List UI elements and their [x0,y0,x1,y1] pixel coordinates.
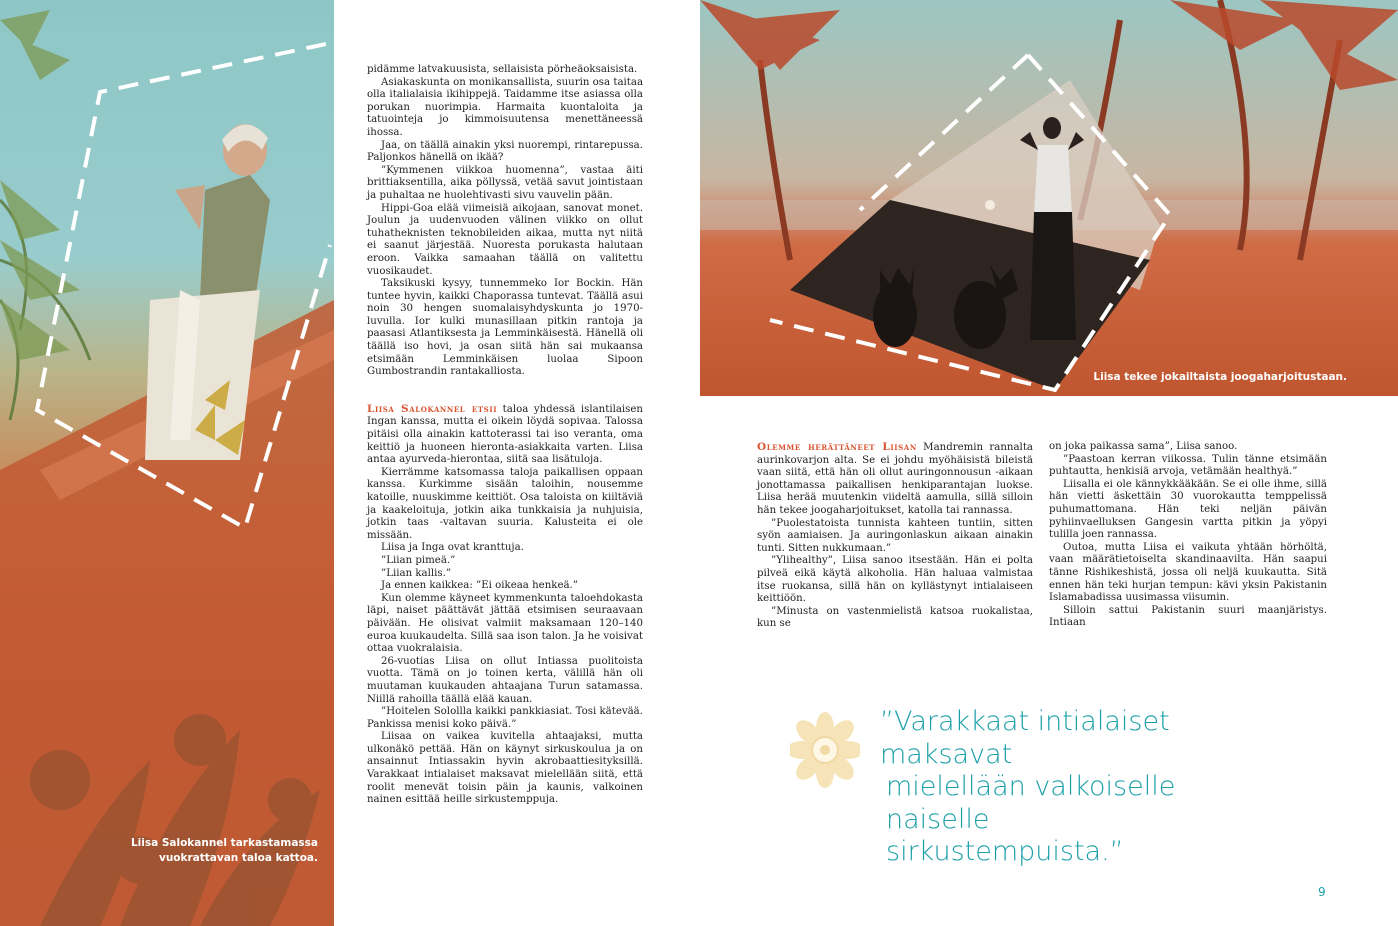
article-column-1 [367,64,643,807]
col1-paragraph: ”Liian pimeä.” [381,554,456,566]
col1-section-start [367,403,643,467]
col2-paragraph: ”Ylihealthy”, Liisa sanoo itsestään. Hän ei polta pilveä eikä käytä alkoholia. Hän haluaa valmistaa itse ruokansa, sillä hän on kyllästynyt intialaiseen keittiöön. [757,555,1033,605]
pull-quote-line1: ”Varakkaat intialaiset maksavat [880,706,1170,770]
pull-quote [880,706,1180,869]
col1-lead-in: Liisa Salokannel etsii [367,402,498,415]
right-photo [700,0,1398,396]
col3-paragraph: Outoa, mutta Liisa ei vaikuta yhtään hörhöltä, vaan määrätietoiselta skandinaavilta. Hän saapui tänne Rishikeshistä, jossa oli neljä kuukautta. Sitä ennen hän teki hurjan tempun: kävi yksin Pakistanin Islamabadissa uusimassa viisumin. [1049,541,1327,604]
left-caption-line2: vuokrattavan taloa kattoa. [158,852,318,864]
right-photo-caption: Liisa tekee jokailtaista joogaharjoitustaan. [1093,371,1347,383]
col3-paragraph: Liisalla ei ole kännykkääkään. Se ei olle ihme, sillä hän vietti äskettäin 30 vuorokautta temppelissä puhumattomana. Hän teki neljän päivän pyhiinvaelluksen Gangesin vartta pitkin ja yöpyi tulilla joen rannassa. [1049,478,1327,541]
left-photo-illustration [0,0,334,926]
left-photo [0,0,334,926]
col1-paragraph: Kun olemme käyneet kymmenkunta taloehdokasta läpi, naiset päättävät jättää etsimisen seuraavaan päivään. He olisivat valmiit maksamaan 120–140 euroa kuukaudelta. Sillä saa ison talon. Ja he voisivat ottaa vuokralaisia. [367,592,643,655]
pull-quote-line3: sirkustempuista.” [886,836,1124,867]
right-photo-illustration [700,0,1398,396]
lotus-icon [790,712,860,788]
col2-lead-in: Olemme herättäneet Liisan [757,441,917,453]
col2-paragraph: ”Minusta on vastenmielistä katsoa ruokalistaa, kun se [757,605,1033,630]
left-caption-line1: Liisa Salokannel tarkastamassa [130,837,318,849]
col1-paragraph: Asiakaskunta on monikansallista, suurin osa taitaa olla italialaisia ikihippejä. Taidamme itse asiassa olla porukan nuorimpia. Harmaita kuontaloita ja tatuointeja jo kimmoisuutensa menettäneessä ihossa. [367,76,644,138]
col1-paragraph: Hippi-Goa elää viimeisiä aikojaan, sanovat monet. Joulun ja uudenvuoden välinen viikko on ollut tuhatheknisten teknobileiden aikaa, mutta nyt niitä ei saanut järjestää. Nuoresta porukasta halutaan eroon. Vaikka samaahan täällä on valitettu vuosikaudet. [367,202,643,277]
col3-paragraph: on joka paikassa sama”, Liisa sanoo. [1049,441,1238,452]
col1-paragraph: Liisaa on vaikea kuvitella ahtaajaksi, mutta ulkonäkö pettää. Hän on käynyt sirkuskoulua ja on ansainnut Intiassakin hyvin akrobaattiesityksillä. Varakkaat intialaiset maksavat mielellään siitä, että roolit menevät toisin päin ja kaunis, valkoinen nainen esittää heille sirkustemppuja. [367,731,643,806]
col2-lead-rest: Mandremin rannalta aurinkovarjon alta. Se ei johdu myöhäisistä bileistä vaan siitä, että hän oli ollut auringonnousun -aikaan jonottamassa paikallisen henkiparantajan luokse. Liisa herää muutenkin viideltä aamulla, sillä silloin hän tekee joogaharjoitukset, katolla tai rannassa. [757,442,1033,516]
col1-paragraph: Liisa ja Inga ovat kranttuja. [381,542,524,554]
article-column-2 [757,441,1033,631]
col1-paragraph: pidämme latvakuusista, sellaisista pörheäoksaisista. [367,64,638,75]
col1-paragraph: Ja ennen kaikkea: ”Ei oikeaa henkeä.” [381,580,578,592]
col1-paragraph: Taksikuski kysyy, tunnemmeko Ior Bockin. Hän tuntee hyvin, kaikki Chaporassa tuntevat. Täällä asui noin 30 hengen suomalaisyhdyskunta jo 1970-luvulla. Ior kulki munasillaan pitkin rantoja ja paasasi Atlantiksesta ja Lemminkäisestä. Hänellä oli täällä iso hovi, ja osan siitä hän sai mukaansa etsimään Lemminkäisen luolaa Sipoon Gumbostrandin rantakalliosta. [367,278,643,378]
col3-paragraph: Silloin sattui Pakistanin suuri maanjäristys. Intiaan [1049,604,1327,629]
col1-paragraph: Jaa, on täällä ainakin yksi nuorempi, rintarepussa. Paljonkos hänellä on ikää? [367,139,643,164]
col1-paragraph: 26-vuotias Liisa on ollut Intiassa puolitoista vuotta. Tämä on jo toinen kerta, välillä hän oli muutaman kuukauden ahtaajana Turun satamassa. Niillä rahoilla täällä elää kauan. [367,655,643,705]
col2-paragraph: ”Puolestatoista tunnista kahteen tuntiin, sitten syön aamiaisen. Ja auringonlaskun aikaan ainakin tunti. Sitten nukkumaan.” [757,517,1033,554]
col1-paragraph: ”Hoitelen Solollla kaikki pankkiasiat. Tosi kätevää. Pankissa menisi koko päivä.” [367,706,643,730]
page-number: 9 [1318,885,1326,899]
col1-paragraph: Kierrämme katsomassa taloja paikallisen oppaan kanssa. Kurkimme sisään taloihin, nousemme katoille, nuuskimme keittiöt. Osa taloista on kiiltäviä ja kaakeloituja, jotkin aika tunkkaisia ja nuhjuisia, jotkin taas -valtavan suuria. Kalusteita ei ole missään. [367,466,643,541]
col2-section-start [757,441,1033,518]
col1-paragraph: ”Kymmenen viikkoa huomenna”, vastaa äiti brittiaksentilla, aika pöllyssä, vetää savut jointistaan ja puhaltaa ne huolehtivasti sivu vauvelin pään. [367,164,643,201]
pull-quote-line2: mielellään valkoiselle naiselle [886,771,1176,835]
col1-paragraph: ”Liian kallis.” [381,567,452,579]
col3-paragraph: ”Paastoan kerran viikossa. Tulin tänne etsimään puhtautta, henkisiä arvoja, vetämään healthyä.” [1049,453,1327,478]
col1-lead-rest: taloa yhdessä islantilaisen Ingan kanssa, mutta ei oikein löydä sopivaa. Talossa pitäisi olla ainakin kattoterassi tai iso veranta, oma keittiö ja huoneen hieronta-asiakkaita varten. Liisa antaa ayurveda-hierontaa, siitä saa lisätuloja. [367,403,643,466]
left-photo-caption [131,836,318,866]
article-column-3 [1049,441,1327,630]
